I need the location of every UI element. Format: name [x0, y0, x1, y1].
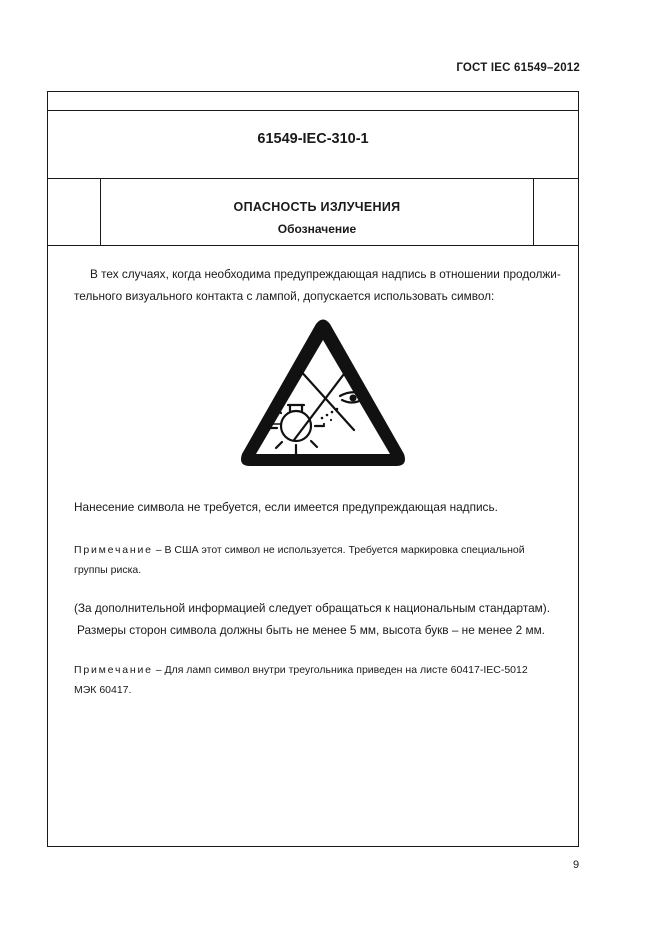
dimensions-line-1: (За дополнительной информацией следует обращаться к национальным стандартам).	[74, 601, 550, 615]
frame-divider-top	[48, 110, 578, 111]
sheet-code: 61549-IEC-310-1	[257, 131, 369, 147]
frame-divider-title	[48, 245, 578, 246]
note-usa-text: – В США этот символ не используется. Требуется маркировка специальной	[152, 544, 525, 556]
note-usa-line-1	[74, 540, 574, 560]
intro-line-1: В тех случаях, когда необходима предупреждающая надпись в отношении продолжи-	[90, 267, 561, 281]
note-lamps	[74, 660, 574, 700]
note-usa-line-2: группы риска.	[74, 564, 142, 576]
note-label: Примечание	[74, 664, 153, 676]
page-number: 9	[573, 859, 580, 871]
frame-bottom-rule	[47, 846, 579, 847]
note-lamps-text: – Для ламп символ внутри треугольника приведен на листе 60417-IEC-5012	[152, 664, 528, 676]
note-lamps-line-1	[74, 660, 574, 680]
sheet-title: ОПАСНОСТЬ ИЗЛУЧЕНИЯ	[233, 200, 401, 214]
radiation-hazard-warning-triangle-icon	[236, 314, 410, 474]
dimensions-paragraph	[74, 597, 574, 641]
intro-line-2: тельного визуального контакта с лампой, допускается использовать символ:	[74, 289, 495, 303]
sheet-subtitle: Обозначение	[277, 222, 357, 236]
symbol-requirement-paragraph: Нанесение символа не требуется, если имеется предупреждающая надпись.	[74, 500, 498, 514]
intro-paragraph	[74, 263, 574, 307]
dimensions-line-2: Размеры сторон символа должны быть не менее 5 мм, высота букв – не менее 2 мм.	[77, 623, 545, 637]
note-label: Примечание	[74, 544, 153, 556]
standard-designation: ГОСТ IEC 61549–2012	[456, 62, 580, 74]
note-lamps-line-2: МЭК 60417.	[74, 684, 132, 696]
note-usa	[74, 540, 574, 580]
frame-divider-code	[48, 178, 578, 179]
